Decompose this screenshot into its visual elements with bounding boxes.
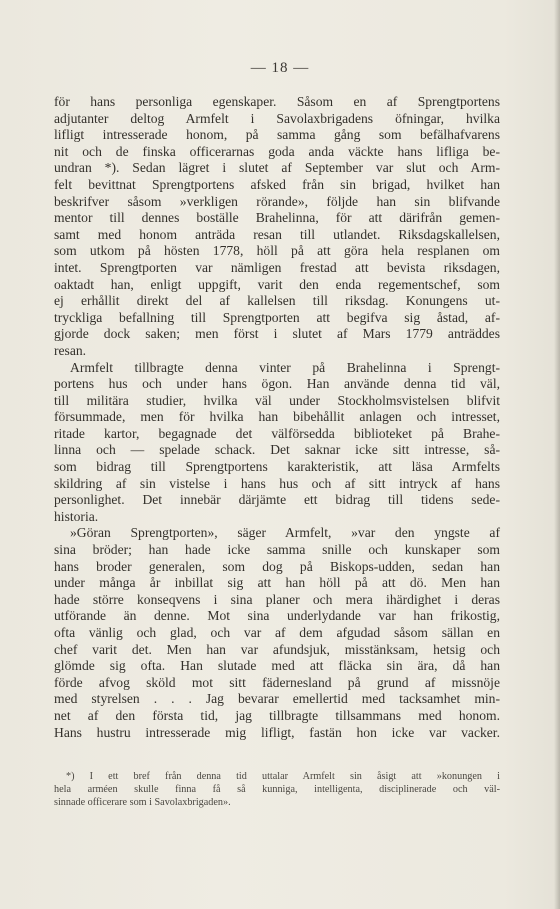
text-line: ofta vänlig och glad, och var af dem afgudad såsom sällan en [54, 625, 500, 640]
text-line: nit och de finska officerarnas goda anda väckte hans lifliga be- [54, 143, 500, 159]
page-edge-shadow [554, 0, 560, 909]
page-number: — 18 — [250, 60, 310, 76]
text-line: »Göran Sprengtporten», säger Armfelt, »var den yngste af [70, 525, 500, 541]
text-line: med styrelsen . . . Jag bevarar emellertid med tacksamhet min- [54, 691, 500, 707]
text-line: sina bröder; han hade icke samma snille och kunskaper som [54, 542, 500, 558]
text-line: samt med honom anträda resan till utlandet. Riksdagskallelsen, [54, 226, 500, 242]
text-line: historia. [54, 508, 99, 524]
text-line: felt bevittnat Sprengtportens afsked från sin brigad, hvilket han [54, 176, 500, 192]
text-line: net af den första tid, jag tillbragte tillsammans med honom. [54, 707, 500, 723]
text-line: till militära studier, hvilka väl under Stockholmsvistelsen blifvit [54, 392, 500, 408]
text-line: utförande än denne. Mot sina underlydande var han frikostig, [54, 608, 500, 624]
footnote-line: *) I ett bref från denna tid uttalar Armfelt sin åsigt att »konungen i [66, 771, 500, 782]
footnote-line: sinnade officerare som i Savolaxbrigaden». [54, 797, 231, 808]
footnote-line: hela arméen skulle finna få så kunniga, intelligenta, disciplinerade och väl- [54, 784, 500, 795]
text-line: skildring af sin vistelse i hans hus och af sitt intryck af hans [54, 475, 500, 491]
body-text [54, 94, 500, 741]
text-line: linna och — spelade schack. Det saknar icke sitt intresse, så- [54, 442, 500, 458]
footnote [54, 770, 500, 809]
text-line: ej erhållit direkt del af kallelsen till riksdag. Konungens ut- [54, 293, 500, 309]
text-line: hade större konseqvens i sina planer och mera ihärdighet i deras [54, 591, 500, 607]
text-line: glömde sig ofta. Han slutade med att fläcka sin ära, då han [54, 658, 500, 674]
text-line: mentor till dennes boställe Brahelinna, för att därifrån gemen- [54, 210, 500, 226]
text-line: hans broder generalen, som dog på Biskops-udden, sedan han [54, 558, 500, 574]
text-line: försummade, men för hvilka han bibehållit anlagen och intresset, [54, 409, 500, 425]
text-line: personlighet. Det innebär därjämte ett bidrag till tidens sede- [54, 492, 500, 508]
text-line: portens hus och under hans ögon. Han använde denna tid väl, [54, 376, 500, 392]
text-line: beskrifver såsom »verkligen rörande», följde han sin blifvande [54, 193, 500, 209]
text-line: förde afvog sköld mot sitt fädernesland på grund af missnöje [54, 674, 500, 690]
text-line: oaktadt han, enligt uppgift, varit den enda regementschef, som [54, 276, 500, 292]
text-line: Armfelt tillbragte denna vinter på Brahelinna i Sprengt- [70, 359, 500, 375]
text-line: resan. [54, 342, 87, 358]
text-line: adjutanter deltog Armfelt i Savolaxbrigadens öfningar, hvilka [54, 110, 500, 126]
text-line: gjorde dock saken; men först i slutet af Mars 1779 anträddes [54, 326, 500, 342]
text-line: tryckliga befallning till Sprengtporten att begifva sig åstad, af- [54, 309, 500, 325]
text-line: Hans hustru intresserade mig lifligt, fastän hon icke var vacker. [54, 724, 500, 740]
text-line: intet. Sprengtporten var nämligen frestad att bevista riksdagen, [54, 259, 500, 275]
text-line: under många år inbillat sig att han höll på att dö. Men han [54, 575, 500, 591]
text-line: som utkom på hösten 1778, höll på att göra hela resplanen om [54, 243, 500, 259]
text-line: chef varit det. Men han var afundsjuk, misstänksam, hetsig och [54, 641, 500, 657]
text-line: undran *). Sedan lägret i slutet af September var slut och Arm- [54, 160, 500, 176]
text-line: för hans personliga egenskaper. Såsom en af Sprengtportens [54, 94, 500, 109]
text-line: som bidrag till Sprengtportens karakteristik, att läsa Armfelts [54, 459, 500, 475]
text-line: lifligt intresserade honom, på samma gång som befälhafvarens [54, 127, 500, 143]
text-line: ritade kartor, begagnade det välförsedda biblioteket på Brahe- [54, 425, 500, 441]
